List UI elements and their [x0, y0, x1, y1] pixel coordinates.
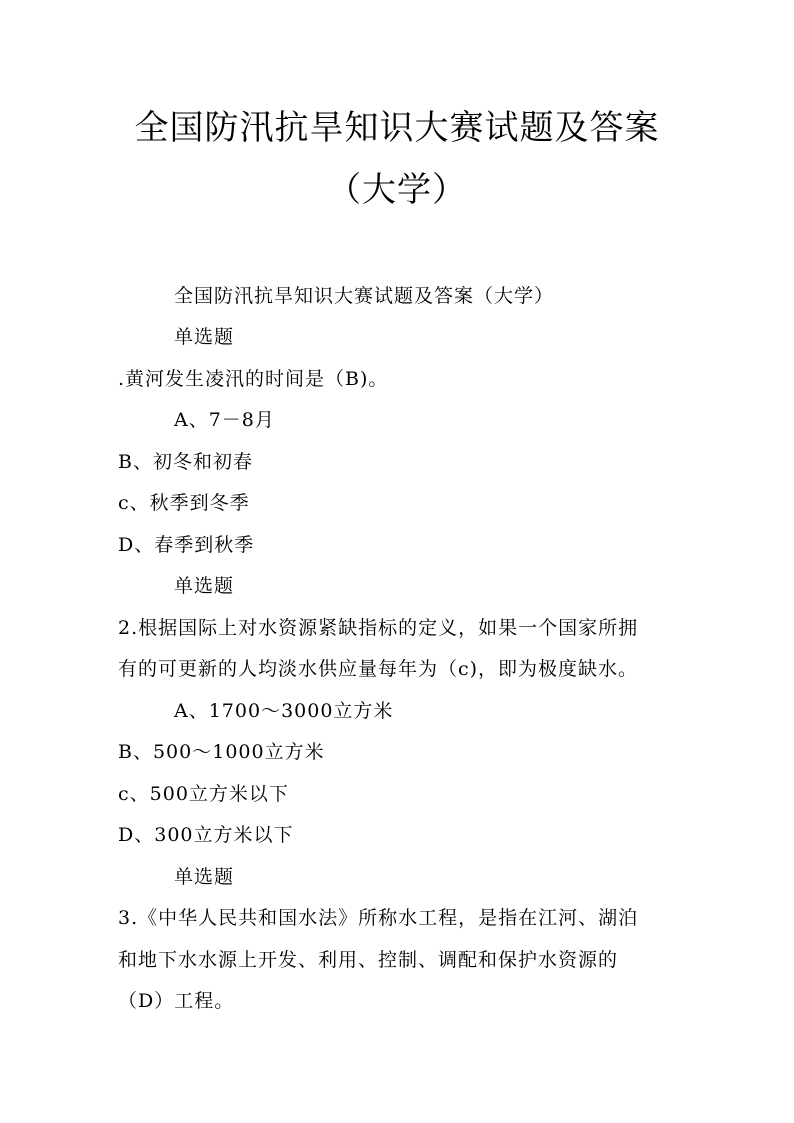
document-title: 全国防汛抗旱知识大赛试题及答案: [134, 108, 660, 148]
question-1-option-a: A、7－8月: [174, 409, 275, 431]
question-type-label: 单选题: [174, 326, 235, 348]
question-2-option-d: D、300立方米以下: [118, 824, 294, 846]
question-type-label: 单选题: [174, 575, 235, 597]
question-2-text: 2.根据国际上对水资源紧缺指标的定义，如果一个国家所拥: [118, 617, 639, 639]
question-type-label: 单选题: [174, 866, 235, 888]
question-1-option-b: B、初冬和初春: [118, 451, 253, 473]
question-3-text-end: （D）工程。: [118, 990, 235, 1012]
question-1-option-c: c、秋季到冬季: [118, 492, 250, 514]
question-3-text: 3.《中华人民共和国水法》所称水工程，是指在江河、湖泊: [118, 907, 639, 929]
intro-heading: 全国防汛抗旱知识大赛试题及答案（大学）: [174, 285, 555, 307]
question-2-text-cont: 有的可更新的人均淡水供应量每年为（c)，即为极度缺水。: [118, 658, 639, 680]
document-title-subtitle: （大学）: [327, 170, 467, 210]
question-2-option-a: A、1700～3000立方米: [174, 700, 394, 722]
question-3-text-cont: 和地下水水源上开发、利用、控制、调配和保护水资源的: [118, 949, 619, 971]
question-1-option-d: D、春季到秋季: [118, 534, 255, 556]
question-1-text: .黄河发生凌汛的时间是（B)。: [118, 368, 389, 390]
question-2-option-b: B、500～1000立方米: [118, 741, 325, 763]
question-2-option-c: c、500立方米以下: [118, 783, 289, 805]
